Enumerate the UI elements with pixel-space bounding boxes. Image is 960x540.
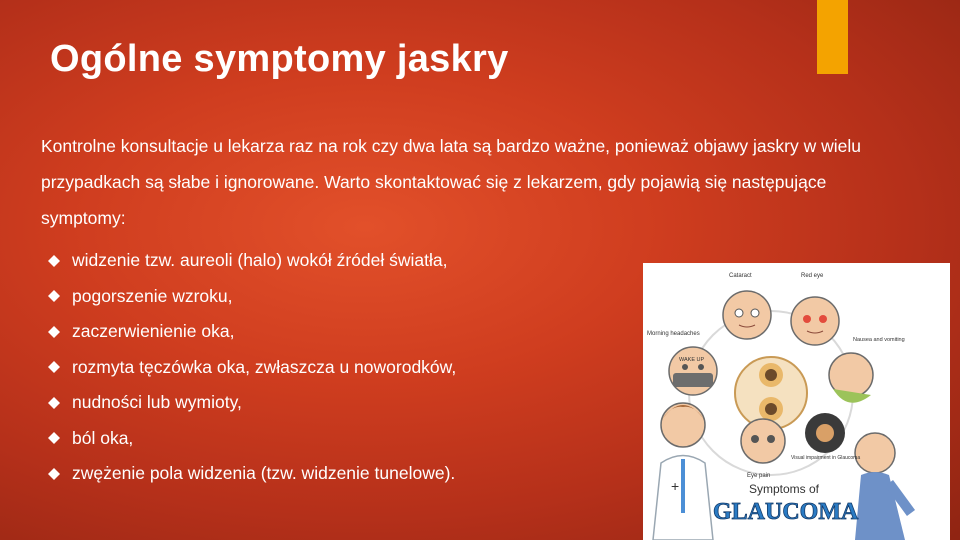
list-item [44, 350, 604, 386]
intro-paragraph: Kontrolne konsultacje u lekarza raz na rok czy dwa lata są bardzo ważne, ponieważ objawy jaskry w wielu przypadkach są słabe i ignorowane. Warto skontaktować się z lekarzem, gdy pojawią się następujące symptomy: [41, 136, 861, 228]
wake-up-label: WAKE UP [679, 357, 705, 363]
list-item-text: zaczerwienienie oka, [72, 321, 235, 342]
diamond-icon [47, 467, 61, 481]
cataract-face-icon [723, 291, 771, 339]
morning-headaches-label: Morning headaches [647, 331, 700, 337]
elderly-man-figure-icon [855, 433, 911, 540]
glaucoma-label: GLAUCOMA [713, 499, 859, 525]
diamond-icon [47, 289, 61, 303]
red-eye-label: Red eye [801, 273, 824, 279]
list-item [44, 421, 604, 457]
list-item-text: zwężenie pola widzenia (tzw. widzenie tunelowe). [72, 463, 456, 484]
list-item-text: rozmyta tęczówka oka, zwłaszcza u noworodków, [72, 356, 457, 377]
list-item-text: nudności lub wymioty, [72, 392, 242, 413]
list-item-text: widzenie tzw. aureoli (halo) wokół źródeł światła, [72, 250, 448, 271]
glaucoma-infographic [643, 263, 950, 540]
diamond-icon [47, 325, 61, 339]
visual-impairment-icon [805, 413, 845, 453]
eye-pain-label: Eye pain [747, 473, 771, 479]
cataract-label: Cataract [729, 273, 752, 279]
svg-text:+: + [671, 478, 680, 494]
eye-diagram-icon [735, 357, 807, 429]
headache-face-icon [669, 347, 717, 395]
slide-title: Ogólne symptomy jaskry [50, 38, 509, 80]
diamond-icon [47, 254, 61, 268]
diamond-icon [47, 360, 61, 374]
list-item [44, 243, 604, 279]
list-item [44, 279, 604, 315]
symptom-list [44, 243, 604, 492]
list-item [44, 314, 604, 350]
accent-bar [817, 0, 848, 74]
nausea-face-icon [829, 353, 873, 403]
red-eye-face-icon [791, 297, 839, 345]
list-item [44, 385, 604, 421]
eye-pain-face-icon [741, 419, 785, 463]
list-item [44, 456, 604, 492]
diamond-icon [47, 396, 61, 410]
doctor-figure-icon [653, 403, 713, 540]
list-item-text: ból oka, [72, 427, 134, 448]
list-item-text: pogorszenie wzroku, [72, 285, 233, 306]
nausea-vomiting-label: Nausea and vomiting [853, 337, 905, 343]
symptoms-of-label: Symptoms of [749, 482, 820, 496]
diamond-icon [47, 431, 61, 445]
visual-impairment-label: Visual impairment in Glaucoma [791, 455, 861, 461]
